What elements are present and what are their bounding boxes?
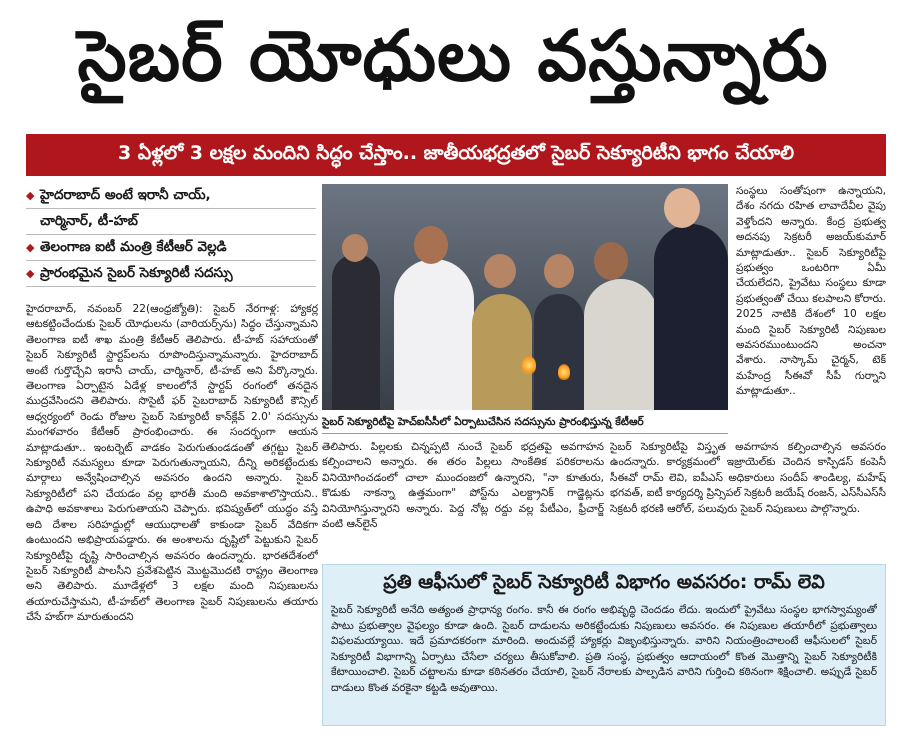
box-title: ప్రతి ఆఫీసులో సైబర్ సెక్యూరిటీ విభాగం అవసరం: రామ్ లెవి	[383, 571, 825, 593]
list-item	[26, 209, 316, 235]
photo-caption: సైబర్ సెక్యూరిటీపై హెచ్‌ఐసీసీలో ఏర్పాటుచేసిన సదస్సును ప్రారంభిస్తున్న కేటీఆర్	[322, 410, 728, 434]
article-column-right-lower: సైబర్ సెక్యూరిటీపై విస్తృత అవగాహన కల్పించాల్సిన అవసరం ఉందన్నారు. కార్యక్రమంలో ఇజ్రాయెల్‌కు చెందిన కాస్పిడస్ కంపెనీ సీఈవో రామ్ లెవి, ఐపీఎస్ అధికారులు సందీప్ శాండిల్య, మహేష్ భగవత్, ఐటీ కార్యదర్శి ప్రిన్సిపల్ సెక్రటరీ జయేష్ రంజన్, ఎస్‌సీఎస్‌సీ సెక్రటరీ భరణి ఆరోల్, పలువురు సైబర్ నిపుణులు పాల్గొన్నారు.	[610, 441, 886, 515]
news-photo	[322, 184, 728, 410]
article-column-middle-lower: తెలిపారు. పిల్లలకు చిన్నప్పటి నుంచే సైబర్ భద్రతపై అవగాహన కల్పించాలని అన్నారు. ఈ తరం పిల్లలు సాంకేతిక పరికరాలను వినియోగించడంలో చాలా ముందంజలో ఉన్నారని, "నా కూతురు, కొడుకు నాకన్నా ఉత్తమంగా" పోస్ట్‌ను ఎలక్ట్రానిక్ గాడ్జెట్లను వినియోగిస్తున్నారని అన్నారు. పెద్ద నోట్ల రద్దు వల్ల పేటీఎం, ఫ్రీచార్జ్ వంటి ఆన్‌లైన్	[322, 441, 604, 531]
highlights-list	[26, 183, 316, 287]
list-item	[26, 183, 316, 209]
list-item	[26, 261, 316, 287]
sidebar-box	[322, 564, 886, 726]
sub-headline-banner: 3 ఏళ్లలో 3 లక్షల మందిని సిద్ధం చేస్తాం.. జాతీయభద్రతలో సైబర్ సెక్యూరిటీని భాగం చేయాలి	[26, 134, 886, 176]
box-body: సైబర్ సెక్యూరిటీ అనేది అత్యంత ప్రాధాన్య రంగం. కానీ ఈ రంగం అభివృద్ధి చెందడం లేదు. ఇందులో ప్రైవేటు సంస్థల భాగస్వామ్యంతో పాటు ప్రభుత్వాల వైఫల్యం కూడా ఉంది. సైబర్ దాడులను అరికట్టేందుకు నిపుణులు అవసరం. ఈ నిపుణుల తయారీలో ప్రభుత్వాలు విఫలమయ్యాయి. ఇదే ప్రమాదకరంగా మారింది. అందువల్లే హ్యాకర్లు విజృంభిస్తున్నారు. వారిని నియంత్రించాలంటే ఆఫీసులలో సైబర్ సెక్యూరిటీ విభాగాన్ని ఏర్పాటు చేసేలా చర్యలు తీసుకోవాలి. ప్రతి సంస్థ, ప్రభుత్వం ఆదాయంలో కొంత మొత్తాన్ని సైబర్ సెక్యూరిటీకి కేటాయించాలి. సైబర్ చట్టాలను కూడా కఠినతరం చేయాలి, సైబర్ నేరాలకు పాల్పడిన వారిని గుర్తించి కఠినంగా శిక్షించాలి. అప్పుడే సైబర్ దాడులు కొంత వరకైనా కట్టడి అవుతాయి.	[331, 604, 877, 694]
article-column-left: హైదరాబాద్, నవంబర్ 22(ఆంధ్రజ్యోతి): సైబర్ నేరగాళ్ల: హ్యాకర్ల ఆటకట్టించేందుకు సైబర్ యోధులను (వారియర్స్‌ను) సిద్ధం చేస్తున్నామని తెలంగాణ ఐటీ శాఖ మంత్రి కేటీఆర్ తెలిపారు. టీ-హబ్ సహాయంతో సైబర్ సెక్యూరిటీ స్టార్టప్‌లను రూపొందిస్తున్నామన్నారు. హైదరాబాద్ అంటే గుర్తొచ్చేవి ఇరానీ చాయ్, చార్మినార్, టీ-హబ్ అని పేర్కొన్నారు. తెలంగాణ ఏర్పాటైన ఏడేళ్ల కాలంలోనే స్టార్టప్ రంగంలో తనదైన ముద్రవేసిందని తెలిపారు. సొసైటీ ఫర్ సైబరాబాద్ సెక్యూరిటీ కౌన్సిల్ ఆధ్వర్యంలో రెండు రోజుల సైబర్ సెక్యూరిటీ కాన్‌క్లేవ్ 2.0' సదస్సును మంగళవారం కేటీఆర్ ప్రారంభించారు. ఈ సందర్భంగా ఆయన మాట్లాడుతూ.. ఇంటర్నెట్ వాడకం పెరుగుతుండడంతో తగ్గట్టు సైబర్ సెక్యూరిటీ నమస్యలు కూడా పెరుగుతున్నాయని, దీన్ని అరికట్టేందుకు మార్గాలు అన్వేషించాల్సిన అవసరం ఉందని అన్నారు. సైబర్ సెక్యూరిటీలో పని చేయడం వల్ల భారతీ మంది అవకాశాలొస్తాయని.. ఉపాధి అవకాశాలు పెరుగుతాయని చెప్పారు. భవిష్యత్‌లో యుద్ధం వస్తే అది దేశాల సరిహద్దుల్లో ఆయుధాలతో కాకుండా సైబర్ వేదికగా ఉంటుందని అభిప్రాయపడ్డారు. ఈ అంశాలను దృష్టిలో పెట్టుకుని సైబర్ సెక్యూరిటీపై దృష్టి సారించాల్సిన అవసరం ఉందన్నారు. భారతదేశంలో సైబర్ సెక్యూరిటీ పాలసీని ప్రవేశపెట్టిన మొట్టమొదటి రాష్ట్రం తెలంగాణ అని తెలిపారు. మూడేళ్లలో 3 లక్షల మంది నిపుణులను తయారుచేస్తామని, టీ-హబ్‌లో తెలంగాణ సైబర్ నిపుణులను తయారు చేసే హబ్‌గా మారుతుందని	[26, 303, 318, 624]
article-column-right: సంస్థలు సంతోషంగా ఉన్నాయని, దేశం నగదు రహిత లావాదేవీల వైపు వెళ్తోందని అన్నారు. కేంద్ర ప్రభుత్వ అదనపు సెక్రటరీ అజయ్‌కుమార్ మాట్లాడుతూ.. సైబర్ సెక్యూరిటీపై ప్రభుత్వం ఒంటరిగా ఏమీ చేయలేదని, ప్రైవేటు సంస్థలు కూడా ప్రభుత్వంతో చేయి కలపాలని కోరారు. 2025 నాటికి దేశంలో 10 లక్షల మంది సైబర్ సెక్యూరిటీ నిపుణుల అవసరముంటుందని అంచనా వేశారు. నాస్కామ్ చైర్మన్, టెక్ మహేంద్ర సీఈవో సీపీ గుర్నాని మాట్లాడుతూ..	[736, 185, 886, 398]
diamond-bullet-icon: ◆	[26, 267, 35, 280]
bullet-text: తెలంగాణ ఐటీ మంత్రి కేటీఆర్ వెల్లడి	[40, 239, 227, 255]
bullet-text: హైదరాబాద్ అంటే ఇరానీ చాయ్,	[40, 187, 211, 203]
diamond-bullet-icon: ◆	[26, 241, 35, 254]
headline: సైబర్ యోధులు వస్తున్నారు	[77, 14, 829, 97]
bullet-text: చార్మినార్, టీ-హబ్	[40, 213, 138, 229]
list-item	[26, 235, 316, 261]
bullet-text: ప్రారంభమైన సైబర్ సెక్యూరిటీ సదస్సు	[40, 265, 233, 281]
diamond-bullet-icon: ◆	[26, 189, 35, 202]
